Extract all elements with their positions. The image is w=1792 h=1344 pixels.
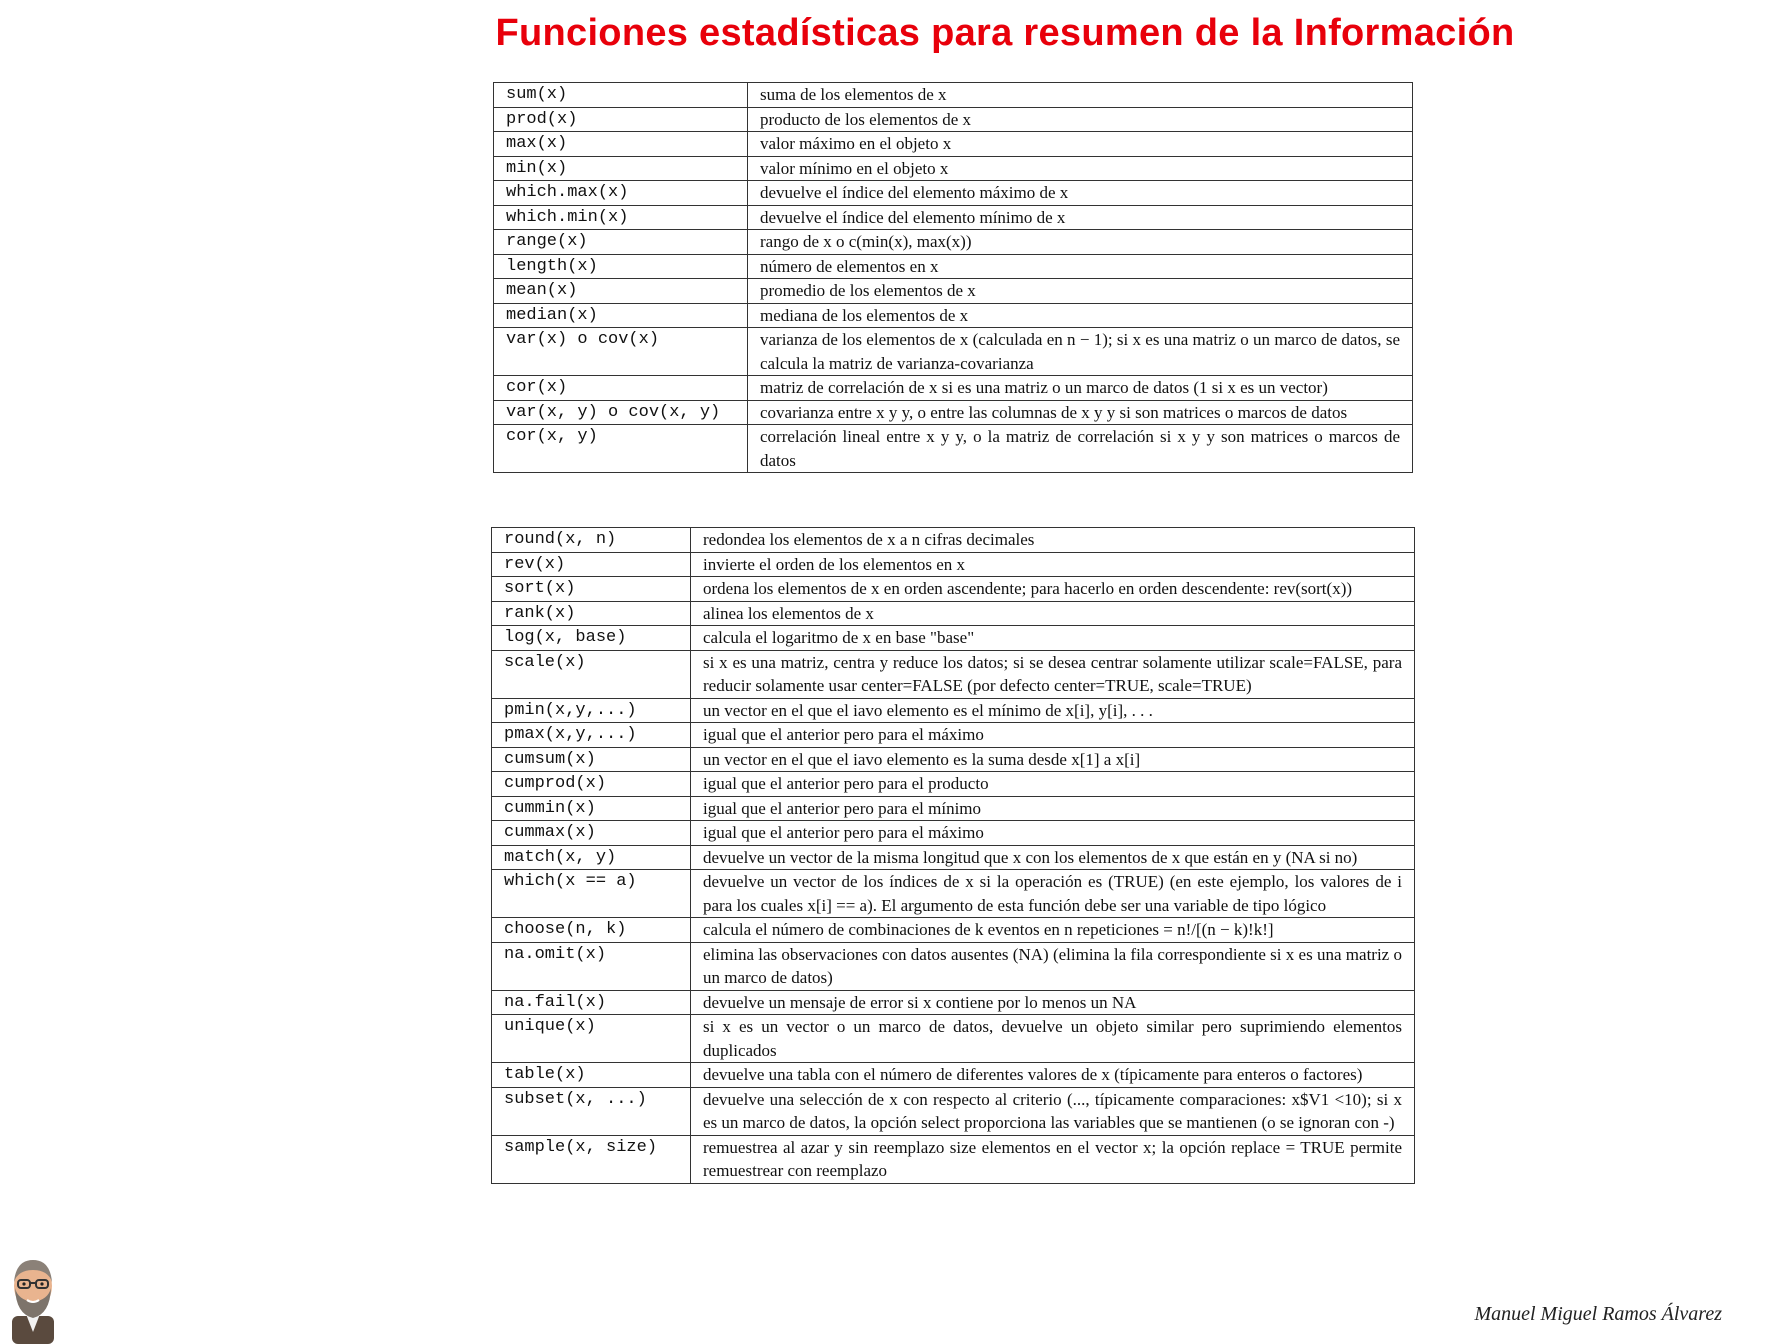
function-description: devuelve un vector de los índices de x si la operación es (TRUE) (en este ejemplo, los valores de i para los cuales x[i] == a). El argumento de esta función debe ser una variable de tipo lógico	[691, 870, 1415, 918]
function-description: promedio de los elementos de x	[748, 279, 1413, 304]
function-description: varianza de los elementos de x (calculada en n − 1); si x es una matriz o un marco de datos, se calcula la matriz de varianza-covarianza	[748, 328, 1413, 376]
function-name: var(x, y) o cov(x, y)	[494, 400, 748, 425]
author-signature: Manuel Miguel Ramos Álvarez	[1474, 1303, 1722, 1325]
function-name: scale(x)	[492, 650, 691, 698]
function-name: cummax(x)	[492, 821, 691, 846]
function-name: mean(x)	[494, 279, 748, 304]
table-row	[494, 107, 1413, 132]
function-description: si x es un vector o un marco de datos, devuelve un objeto similar pero suprimiendo elementos duplicados	[691, 1015, 1415, 1063]
function-description: si x es una matriz, centra y reduce los datos; si se desea centrar solamente utilizar scale=FALSE, para reducir solamente usar center=FALSE (por defecto center=TRUE, scale=TRUE)	[691, 650, 1415, 698]
function-description: devuelve un vector de la misma longitud que x con los elementos de x que están en y (NA si no)	[691, 845, 1415, 870]
table-row	[494, 132, 1413, 157]
function-name: cumsum(x)	[492, 747, 691, 772]
function-description: calcula el número de combinaciones de k eventos en n repeticiones = n!/[(n − k)!k!]	[691, 918, 1415, 943]
function-description: igual que el anterior pero para el máximo	[691, 821, 1415, 846]
table-row	[492, 918, 1415, 943]
function-name: table(x)	[492, 1063, 691, 1088]
function-description: devuelve un mensaje de error si x contiene por lo menos un NA	[691, 990, 1415, 1015]
table-row	[492, 650, 1415, 698]
table-row	[494, 279, 1413, 304]
table-row	[492, 942, 1415, 990]
table-row	[492, 747, 1415, 772]
function-name: log(x, base)	[492, 626, 691, 651]
table-row	[492, 1015, 1415, 1063]
function-name: var(x) o cov(x)	[494, 328, 748, 376]
function-name: cumprod(x)	[492, 772, 691, 797]
function-name: median(x)	[494, 303, 748, 328]
function-description: producto de los elementos de x	[748, 107, 1413, 132]
function-name: cummin(x)	[492, 796, 691, 821]
function-name: sum(x)	[494, 83, 748, 108]
function-description: calcula el logaritmo de x en base "base"	[691, 626, 1415, 651]
function-description: ordena los elementos de x en orden ascendente; para hacerlo en orden descendente: rev(sort(x))	[691, 577, 1415, 602]
table-row	[492, 1135, 1415, 1183]
function-description: matriz de correlación de x si es una matriz o un marco de datos (1 si x es un vector)	[748, 376, 1413, 401]
function-name: choose(n, k)	[492, 918, 691, 943]
table-row	[492, 796, 1415, 821]
function-name: sort(x)	[492, 577, 691, 602]
function-name: subset(x, ...)	[492, 1087, 691, 1135]
table-row	[492, 601, 1415, 626]
function-name: na.fail(x)	[492, 990, 691, 1015]
function-description: redondea los elementos de x a n cifras decimales	[691, 528, 1415, 553]
function-description: devuelve una tabla con el número de diferentes valores de x (típicamente para enteros o factores)	[691, 1063, 1415, 1088]
function-name: range(x)	[494, 230, 748, 255]
table-row	[494, 156, 1413, 181]
table-row	[494, 181, 1413, 206]
function-description: devuelve el índice del elemento máximo de x	[748, 181, 1413, 206]
function-name: max(x)	[494, 132, 748, 157]
function-description: igual que el anterior pero para el máximo	[691, 723, 1415, 748]
table-row	[494, 83, 1413, 108]
table-row	[494, 303, 1413, 328]
function-description: covarianza entre x y y, o entre las columnas de x y y si son matrices o marcos de datos	[748, 400, 1413, 425]
function-description: devuelve una selección de x con respecto al criterio (..., típicamente comparaciones: x$V1 <10); si x es un marco de datos, la opción select proporciona las variables que se mantienen (o se ignoran con -)	[691, 1087, 1415, 1135]
function-name: length(x)	[494, 254, 748, 279]
function-description: valor máximo en el objeto x	[748, 132, 1413, 157]
function-name: prod(x)	[494, 107, 748, 132]
function-description: devuelve el índice del elemento mínimo de x	[748, 205, 1413, 230]
summary-functions-table	[493, 82, 1413, 473]
page-title: Funciones estadísticas para resumen de la Información	[495, 12, 1515, 54]
bearded-man-avatar-icon	[4, 1252, 62, 1344]
table-row	[492, 552, 1415, 577]
function-description: número de elementos en x	[748, 254, 1413, 279]
table-row	[492, 577, 1415, 602]
function-description: un vector en el que el iavo elemento es el mínimo de x[i], y[i], . . .	[691, 698, 1415, 723]
function-name: which.max(x)	[494, 181, 748, 206]
function-name: cor(x)	[494, 376, 748, 401]
function-name: pmin(x,y,...)	[492, 698, 691, 723]
table-row	[492, 1063, 1415, 1088]
function-description: igual que el anterior pero para el producto	[691, 772, 1415, 797]
table-row	[494, 400, 1413, 425]
function-description: correlación lineal entre x y y, o la matriz de correlación si x y y son matrices o marcos de datos	[748, 425, 1413, 473]
function-name: pmax(x,y,...)	[492, 723, 691, 748]
function-description: alinea los elementos de x	[691, 601, 1415, 626]
table-row	[494, 328, 1413, 376]
function-description: elimina las observaciones con datos ausentes (NA) (elimina la fila correspondiente si x es una matriz o un marco de datos)	[691, 942, 1415, 990]
function-description: invierte el orden de los elementos en x	[691, 552, 1415, 577]
table-row	[492, 528, 1415, 553]
function-name: unique(x)	[492, 1015, 691, 1063]
table-row	[492, 990, 1415, 1015]
function-name: na.omit(x)	[492, 942, 691, 990]
function-name: round(x, n)	[492, 528, 691, 553]
table-row	[494, 376, 1413, 401]
table-row	[492, 1087, 1415, 1135]
function-name: min(x)	[494, 156, 748, 181]
function-description: mediana de los elementos de x	[748, 303, 1413, 328]
function-description: suma de los elementos de x	[748, 83, 1413, 108]
vector-functions-table	[491, 527, 1415, 1184]
table-row	[494, 425, 1413, 473]
function-name: sample(x, size)	[492, 1135, 691, 1183]
table-row	[494, 254, 1413, 279]
function-description: igual que el anterior pero para el mínimo	[691, 796, 1415, 821]
function-name: rev(x)	[492, 552, 691, 577]
function-name: cor(x, y)	[494, 425, 748, 473]
table-row	[494, 230, 1413, 255]
table-row	[492, 626, 1415, 651]
function-name: which.min(x)	[494, 205, 748, 230]
function-name: which(x == a)	[492, 870, 691, 918]
table-row	[492, 821, 1415, 846]
function-description: un vector en el que el iavo elemento es la suma desde x[1] a x[i]	[691, 747, 1415, 772]
table-row	[494, 205, 1413, 230]
function-description: rango de x o c(min(x), max(x))	[748, 230, 1413, 255]
function-description: remuestrea al azar y sin reemplazo size elementos en el vector x; la opción replace = TRUE permite remuestrear con reemplazo	[691, 1135, 1415, 1183]
table-row	[492, 772, 1415, 797]
function-name: rank(x)	[492, 601, 691, 626]
table-row	[492, 845, 1415, 870]
table-row	[492, 723, 1415, 748]
function-name: match(x, y)	[492, 845, 691, 870]
table-row	[492, 870, 1415, 918]
table-row	[492, 698, 1415, 723]
function-description: valor mínimo en el objeto x	[748, 156, 1413, 181]
